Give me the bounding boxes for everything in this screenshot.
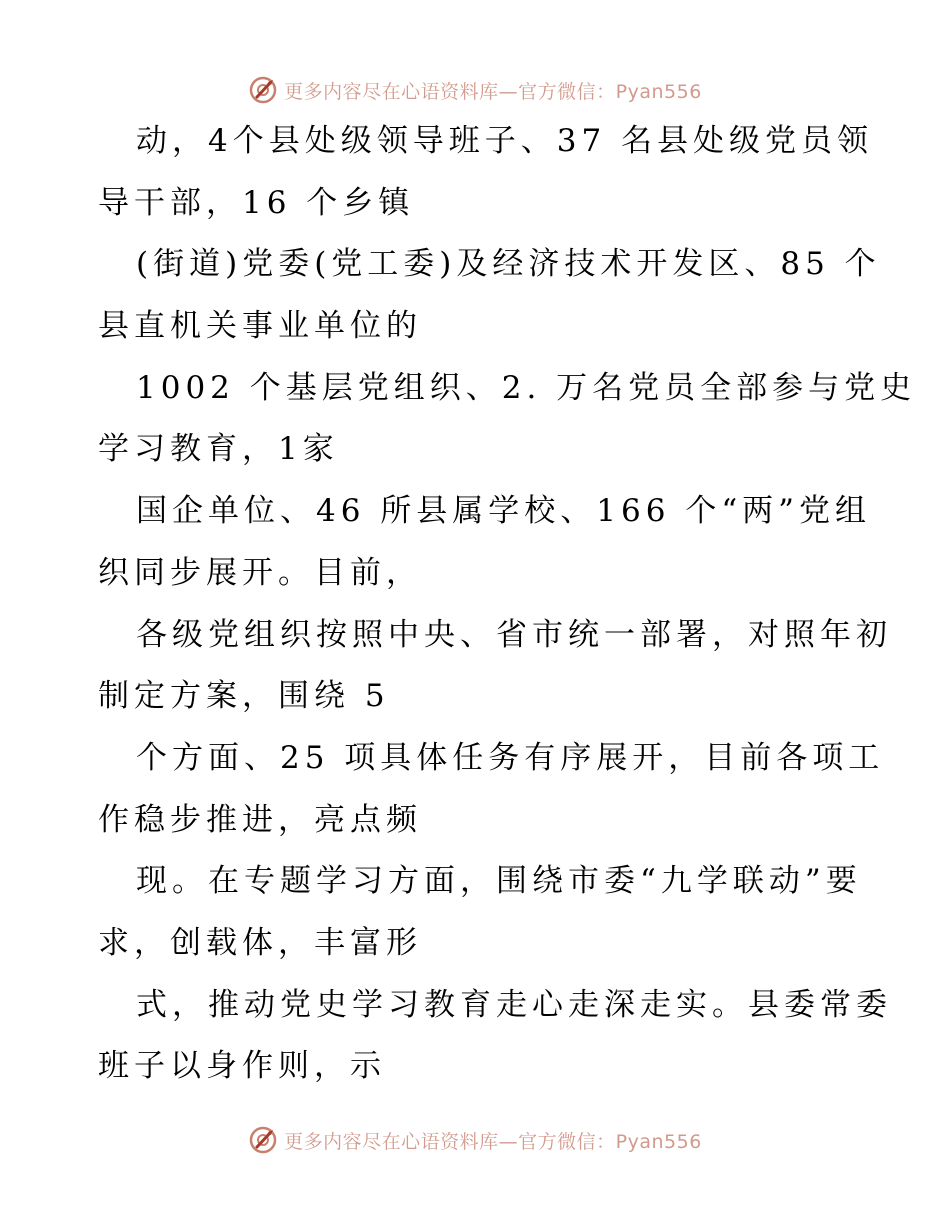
text-line: 作稳步推进，亮点频 [98,801,422,838]
text-line: 学习教育，1家 [98,431,339,468]
text-line: 班子以身作则，示 [98,1048,386,1085]
text-line: 导干部，16 个乡镇 [98,184,415,221]
text-line: 各级党组织按照中央、省市统一部署，对照年初 [136,616,892,653]
footer-watermark [0,1120,950,1160]
logo-icon [248,1125,278,1155]
text-line: 制定方案，围绕 5 [98,678,390,715]
text-line: 县直机关事业单位的 [98,308,422,345]
watermark-text: 更多内容尽在心语资料库—官方微信：Pyan556 [284,80,702,103]
text-line: 式，推动党史学习教育走心走深走实。县委常委 [136,986,892,1023]
text-line: 现。在专题学习方面，围绕市委“九学联动”要 [136,863,862,900]
text-line: 国企单位、46 所县属学校、166 个“两”党组 [136,493,872,530]
text-line: 个方面、25 项具体任务有序展开，目前各项工 [136,739,885,776]
text-line: 求，创载体，丰富形 [98,924,422,961]
header-watermark [0,70,950,110]
text-line: (街道)党委(党工委)及经济技术开发区、85 个 [136,246,881,283]
text-line: 动，4个县处级领导班子、37 名县处级党员领 [136,123,874,159]
document-body [98,123,917,1111]
logo-icon [248,75,278,105]
text-line: 织同步展开。目前， [98,554,422,591]
text-line: 1002 个基层党组织、2. 万名党员全部参与党史 [136,369,917,406]
watermark-text: 更多内容尽在心语资料库—官方微信：Pyan556 [284,1130,702,1153]
